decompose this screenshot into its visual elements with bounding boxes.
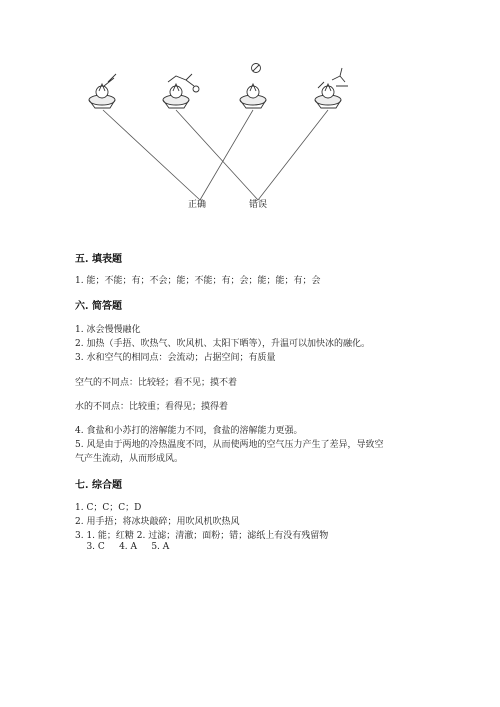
section-5-title: 五. 填表题 [75,254,122,265]
section-6-line-6: 4. 食盐和小苏打的溶解能力不同，食盐的溶解能力更强。 [75,426,303,436]
section-6-line-4: 空气的不同点：比较轻；看不见；摸不着 [75,378,238,388]
section-7-line-3: 3. 1. 能；红糖 2. 过滤；清澈；面粉；错；滤纸上有没有残留物 [75,531,329,541]
matching-figure [0,0,500,230]
match-line-1 [103,110,200,200]
section-6-line-7: 5. 风是由于两地的冷热温度不同，从而使两地的空气压力产生了差异，导致空 [75,440,384,450]
section-7-line-2: 2. 用手捂；将冰块敲碎；用吹风机吹热风 [75,517,240,527]
match-line-2 [176,110,258,200]
section-7-title: 七. 综合题 [75,480,122,491]
section-6-title: 六. 简答题 [75,301,122,312]
section-6-line-5: 水的不同点：比较重；看得见；摸得着 [75,402,229,412]
apparatus-1-icon [89,74,116,108]
match-line-3 [200,110,253,200]
apparatus-4-icon [315,68,348,108]
section-6-line-2: 2. 加热（手捂、吹热气、吹风机、太阳下晒等），升温可以加快冰的融化。 [75,339,370,349]
match-line-4 [258,110,328,200]
section-6-line-1: 1. 冰会慢慢融化 [75,325,141,335]
section-6-line-3: 3. 水和空气的相同点：会流动；占据空间；有质量 [75,353,276,363]
section-7-line-4: 3. C 4. A 5. A [75,542,170,552]
apparatus-2-icon [163,74,199,108]
apparatus-3-icon [240,64,266,109]
section-5-line-1: 1. 能；不能；有；不会；能；不能；有；会；能；能；有；会 [75,276,321,286]
section-7-line-1: 1. C；C；C；D [75,503,142,513]
label-correct: 正确 [188,200,207,210]
section-6-line-8: 气产生流动，从而形成风。 [75,454,184,464]
label-wrong: 错误 [249,200,268,210]
